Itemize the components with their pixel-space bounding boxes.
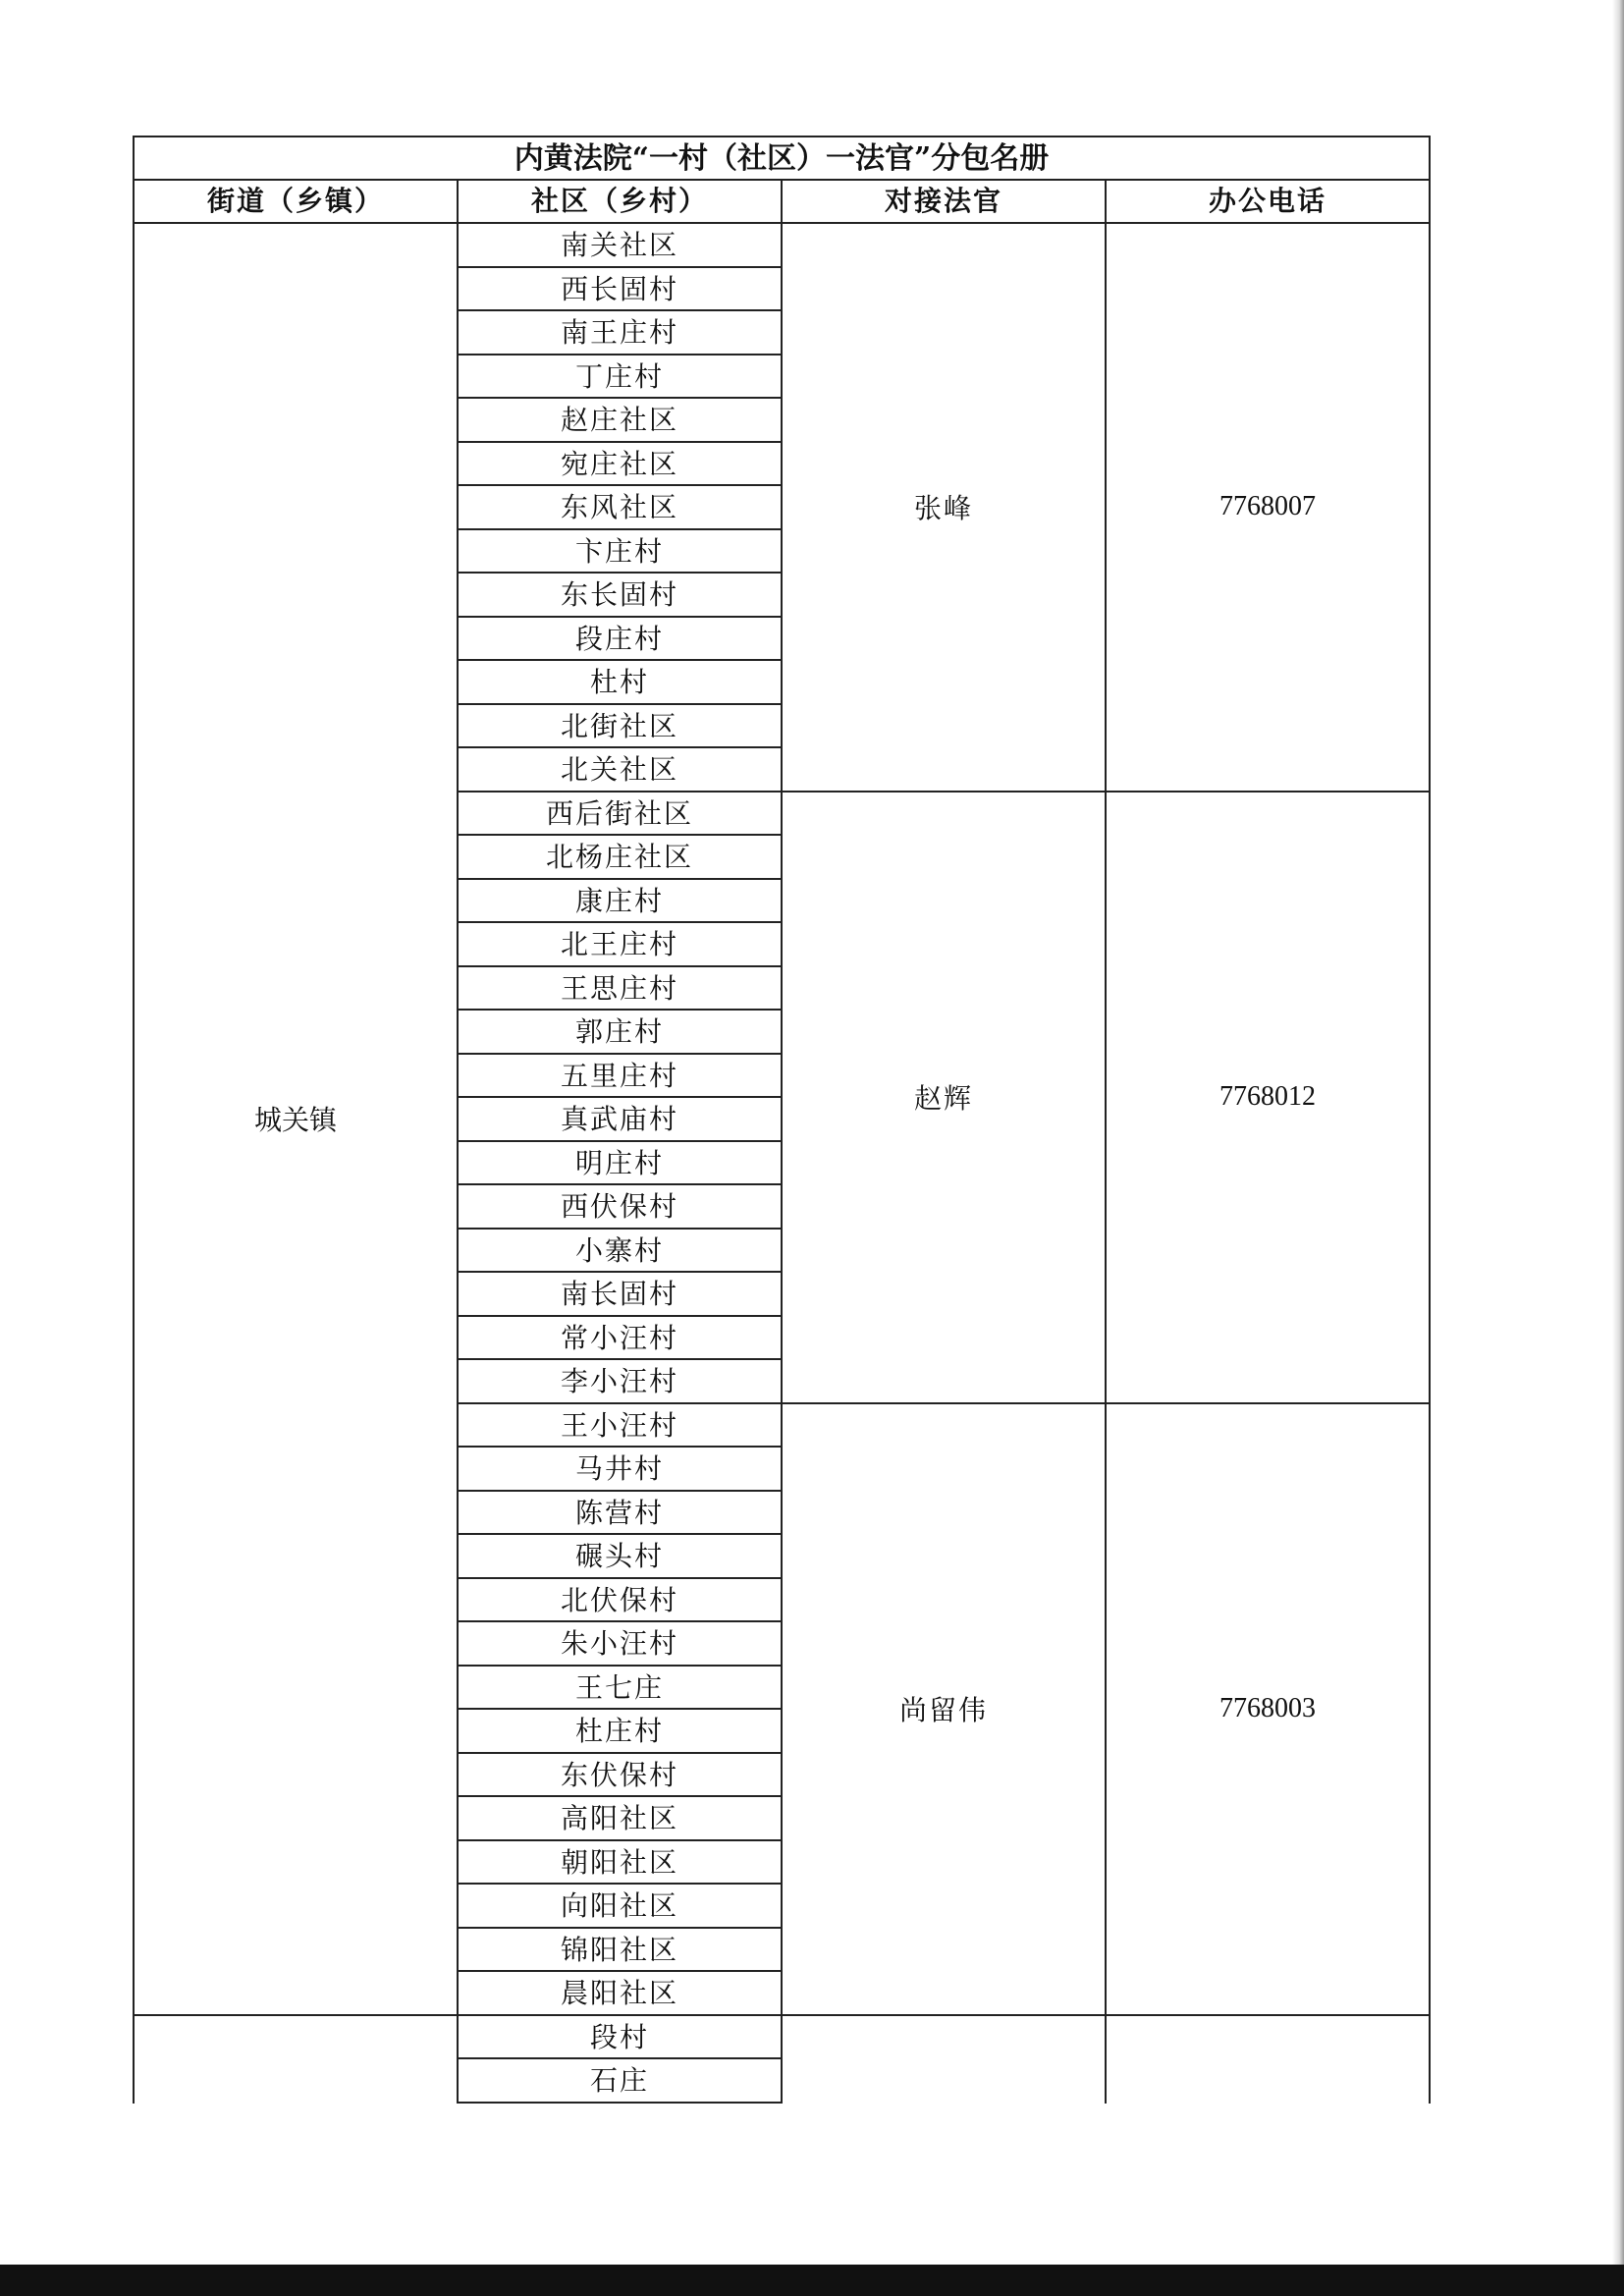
judge-phone-column — [783, 224, 1429, 2104]
village-cell: 王小汪村 — [459, 1404, 781, 1449]
table-header — [135, 181, 1429, 224]
village-cell: 西长固村 — [459, 268, 781, 312]
street-cell — [135, 2016, 457, 2104]
office-phone — [1107, 2016, 1429, 2104]
judge-group — [783, 224, 1429, 793]
village-cell: 南长固村 — [459, 1273, 781, 1317]
village-cell: 杜村 — [459, 661, 781, 705]
village-cell: 南关社区 — [459, 224, 781, 268]
village-cell: 五里庄村 — [459, 1055, 781, 1099]
village-cell: 北杨庄社区 — [459, 836, 781, 880]
village-cell: 东风社区 — [459, 486, 781, 530]
village-cell: 石庄 — [459, 2059, 781, 2104]
header-village: 社区（乡村） — [459, 181, 783, 222]
village-cell: 朝阳社区 — [459, 1841, 781, 1886]
judge-name — [783, 2016, 1107, 2104]
village-cell: 真武庙村 — [459, 1098, 781, 1142]
office-phone: 7768012 — [1219, 1081, 1316, 1112]
roster-table — [133, 136, 1431, 2104]
village-cell: 向阳社区 — [459, 1885, 781, 1929]
table-body — [135, 224, 1429, 2104]
village-cell: 西后街社区 — [459, 793, 781, 837]
header-judge: 对接法官 — [783, 181, 1107, 222]
judge-group — [783, 2016, 1429, 2104]
village-cell: 郭庄村 — [459, 1011, 781, 1055]
village-cell: 高阳社区 — [459, 1797, 781, 1841]
village-cell: 朱小汪村 — [459, 1622, 781, 1667]
village-cell: 宛庄社区 — [459, 443, 781, 487]
judge-name: 张峰 — [783, 224, 1107, 791]
judge-group — [783, 793, 1429, 1404]
village-cell: 常小汪村 — [459, 1317, 781, 1361]
village-cell: 北关社区 — [459, 748, 781, 793]
village-cell: 杜庄村 — [459, 1710, 781, 1754]
village-cell: 赵庄社区 — [459, 399, 781, 443]
village-cell: 王七庄 — [459, 1667, 781, 1711]
village-cell: 王思庄村 — [459, 967, 781, 1011]
header-street: 街道（乡镇） — [135, 181, 459, 222]
street-cell: 城关镇 — [135, 224, 457, 2016]
street-column — [135, 224, 459, 2104]
office-phone: 7768007 — [1219, 491, 1316, 522]
village-cell: 康庄村 — [459, 880, 781, 924]
village-cell: 段庄村 — [459, 618, 781, 662]
village-cell: 马井村 — [459, 1448, 781, 1492]
village-cell: 陈营村 — [459, 1492, 781, 1536]
table-title: 内黄法院“一村（社区）一法官”分包名册 — [135, 137, 1429, 181]
village-cell: 南王庄村 — [459, 311, 781, 355]
village-cell: 段村 — [459, 2016, 781, 2060]
village-cell: 锦阳社区 — [459, 1929, 781, 1973]
village-cell: 西伏保村 — [459, 1185, 781, 1230]
village-cell: 东长固村 — [459, 574, 781, 618]
scan-edge-right — [1612, 0, 1624, 2296]
village-cell: 碾头村 — [459, 1535, 781, 1579]
village-cell: 北王庄村 — [459, 923, 781, 967]
scan-edge-bottom — [0, 2265, 1624, 2296]
village-cell: 北街社区 — [459, 705, 781, 749]
village-cell: 明庄村 — [459, 1142, 781, 1186]
office-phone: 7768003 — [1219, 1693, 1316, 1723]
village-cell: 丁庄村 — [459, 355, 781, 400]
village-cell: 晨阳社区 — [459, 1972, 781, 2016]
judge-name: 尚留伟 — [783, 1404, 1107, 2014]
village-cell: 北伏保村 — [459, 1579, 781, 1623]
village-cell: 东伏保村 — [459, 1754, 781, 1798]
judge-group — [783, 1404, 1429, 2016]
village-column — [459, 224, 783, 2104]
village-cell: 卞庄村 — [459, 530, 781, 574]
judge-name: 赵辉 — [783, 793, 1107, 1402]
header-phone: 办公电话 — [1208, 185, 1326, 217]
village-cell: 小寨村 — [459, 1230, 781, 1274]
village-cell: 李小汪村 — [459, 1360, 781, 1404]
